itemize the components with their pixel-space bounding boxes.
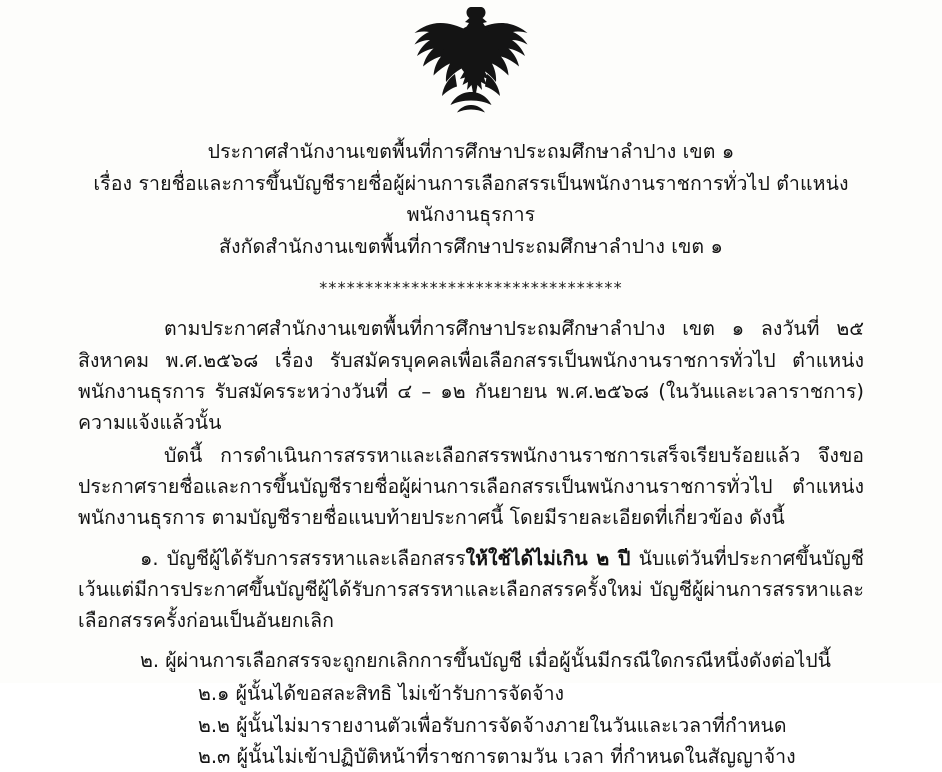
paragraph-reference: ตามประกาศสำนักงานเขตพื้นที่การศึกษาประถมศึกษาลำปาง เขต ๑ ลงวันที่ ๒๕ สิงหาคม พ.ศ.๒๕๖๘ เรื่อง รับสมัครบุคคลเพื่อเลือกสรรเป็นพนักงานราชการทั่วไป ตำแหน่งพนักงานธุรการ รับสมัครระหว่างวันที่ ๔ – ๑๒ กันยายน พ.ศ.๒๕๖๘ (ในวันและเวลาราชการ) ความแจ้งแล้วนั้น (78, 317, 864, 434)
clause-one-prefix: ๑. บัญชีผู้ได้รับการสรรหาและเลือกสรร (140, 546, 466, 570)
clause-two-sub-2: ๒.๒ ผู้นั้นไม่มารายงานตัวเพื่อรับการจัดจ้างภายในวันและเวลาที่กำหนด (198, 713, 787, 737)
clause-one-bold: ให้ใช้ได้ไม่เกิน ๒ ปี (465, 546, 631, 570)
clause-one-suffix: นับแต่วันที่ประกาศขึ้นบัญชี เว้นแต่มีการประกาศขึ้นบัญชีผู้ได้รับการสรรหาและเลือกสรรครั้งใหม่ บัญชีผู้ผ่านการสรรหาและเลือกสรรครั้งก่อนเป็นอันยกเลิก (78, 546, 865, 632)
clause-two-sub-1: ๒.๑ ผู้นั้นได้ขอสละสิทธิ ไม่เข้ารับการจัดจ้าง (198, 682, 565, 706)
emblem-container (78, 0, 864, 126)
document-header (78, 136, 864, 262)
header-line-1: ประกาศสำนักงานเขตพื้นที่การศึกษาประถมศึกษาลำปาง เขต ๑ (207, 140, 735, 163)
garuda-emblem (396, 4, 546, 126)
clause-two-sub-3: ๒.๓ ผู้นั้นไม่เข้าปฏิบัติหน้าที่ราชการตามวัน เวลา ที่กำหนดในสัญญาจ้าง (198, 744, 796, 768)
clause-one (78, 543, 864, 637)
clause-two: ๒. ผู้ผ่านการเลือกสรรจะถูกยกเลิกการขึ้นบัญชี เมื่อผู้นั้นมีกรณีใดกรณีหนึ่งดังต่อไปนี้ (140, 649, 831, 673)
header-line-3: สังกัดสำนักงานเขตพื้นที่การศึกษาประถมศึกษาลำปาง เขต ๑ (219, 234, 723, 258)
header-separator: ********************************* (319, 278, 623, 298)
paragraph-announcement: บัดนี้ การดำเนินการสรรหาและเลือกสรรพนักงานราชการเสร็จเรียบร้อยแล้ว จึงขอประกาศรายชื่อและการขึ้นบัญชีรายชื่อผู้ผ่านการเลือกสรรเป็นพนักงานราชการทั่วไป ตำแหน่งพนักงานธุรการ ตามบัญชีรายชื่อแนบท้ายประกาศนี้ โดยมีรายละเอียดที่เกี่ยวข้อง ดังนี้ (78, 444, 864, 530)
document-body (78, 313, 864, 772)
header-line-2: เรื่อง รายชื่อและการขึ้นบัญชีรายชื่อผู้ผ่านการเลือกสรรเป็นพนักงานราชการทั่วไป ตำแหน่งพนักงานธุรการ (93, 171, 849, 227)
